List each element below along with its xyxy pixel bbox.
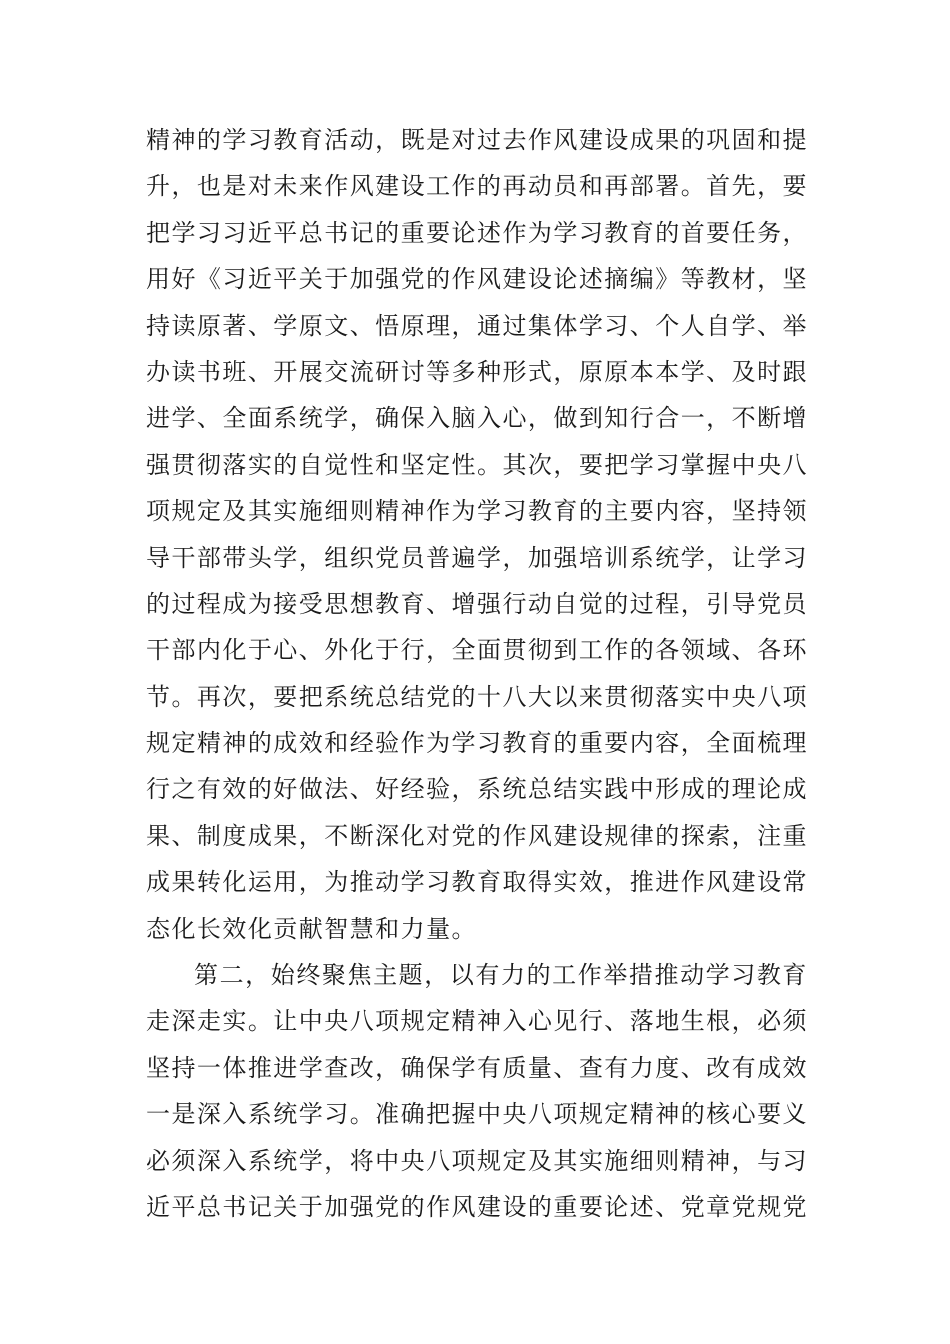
text-line: 精神的学习教育活动，既是对过去作风建设成果的巩固和提	[146, 126, 808, 154]
text-line: 项规定及其实施细则精神作为学习教育的主要内容，坚持领	[146, 497, 808, 526]
text-line: 导干部带头学，组织党员普遍学，加强培训系统学，让学习	[146, 543, 808, 572]
text-line: 行之有效的好做法、好经验，系统总结实践中形成的理论成	[146, 775, 808, 804]
body-text	[146, 117, 808, 1230]
text-line: 第二，始终聚焦主题，以有力的工作举措推动学习教育	[194, 961, 808, 990]
text-line: 态化长效化贡献智慧和力量。	[146, 914, 477, 943]
text-line: 必须深入系统学，将中央八项规定及其实施细则精神，与习	[146, 1146, 808, 1175]
text-line: 走深走实。让中央八项规定精神入心见行、落地生根，必须	[146, 1007, 808, 1036]
paragraph-2	[146, 952, 808, 1230]
text-line: 用好《习近平关于加强党的作风建设论述摘编》等教材，坚	[146, 265, 808, 294]
text-line: 持读原著、学原文、悟原理，通过集体学习、个人自学、举	[146, 311, 808, 340]
text-line: 成果转化运用，为推动学习教育取得实效，推进作风建设常	[146, 868, 808, 897]
text-line: 办读书班、开展交流研讨等多种形式，原原本本学、及时跟	[146, 357, 808, 386]
text-line: 近平总书记关于加强党的作风建设的重要论述、党章党规党	[146, 1192, 808, 1221]
text-line: 强贯彻落实的自觉性和坚定性。其次，要把学习掌握中央八	[146, 450, 808, 479]
text-line: 把学习习近平总书记的重要论述作为学习教育的首要任务，	[146, 218, 808, 247]
text-line: 节。再次，要把系统总结党的十八大以来贯彻落实中央八项	[146, 682, 808, 711]
text-line: 规定精神的成效和经验作为学习教育的重要内容，全面梳理	[146, 729, 808, 758]
text-line: 果、制度成果，不断深化对党的作风建设规律的探索，注重	[146, 821, 808, 850]
text-line: 一是深入系统学习。准确把握中央八项规定精神的核心要义	[146, 1100, 808, 1129]
text-line: 坚持一体推进学查改，确保学有质量、查有力度、改有成效	[146, 1053, 808, 1082]
paragraph-1	[146, 117, 808, 952]
text-line: 干部内化于心、外化于行，全面贯彻到工作的各领域、各环	[146, 636, 808, 665]
text-line: 进学、全面系统学，确保入脑入心，做到知行合一，不断增	[146, 404, 808, 433]
text-line: 升，也是对未来作风建设工作的再动员和再部署。首先，要	[146, 172, 808, 201]
text-line: 的过程成为接受思想教育、增强行动自觉的过程，引导党员	[146, 589, 808, 618]
